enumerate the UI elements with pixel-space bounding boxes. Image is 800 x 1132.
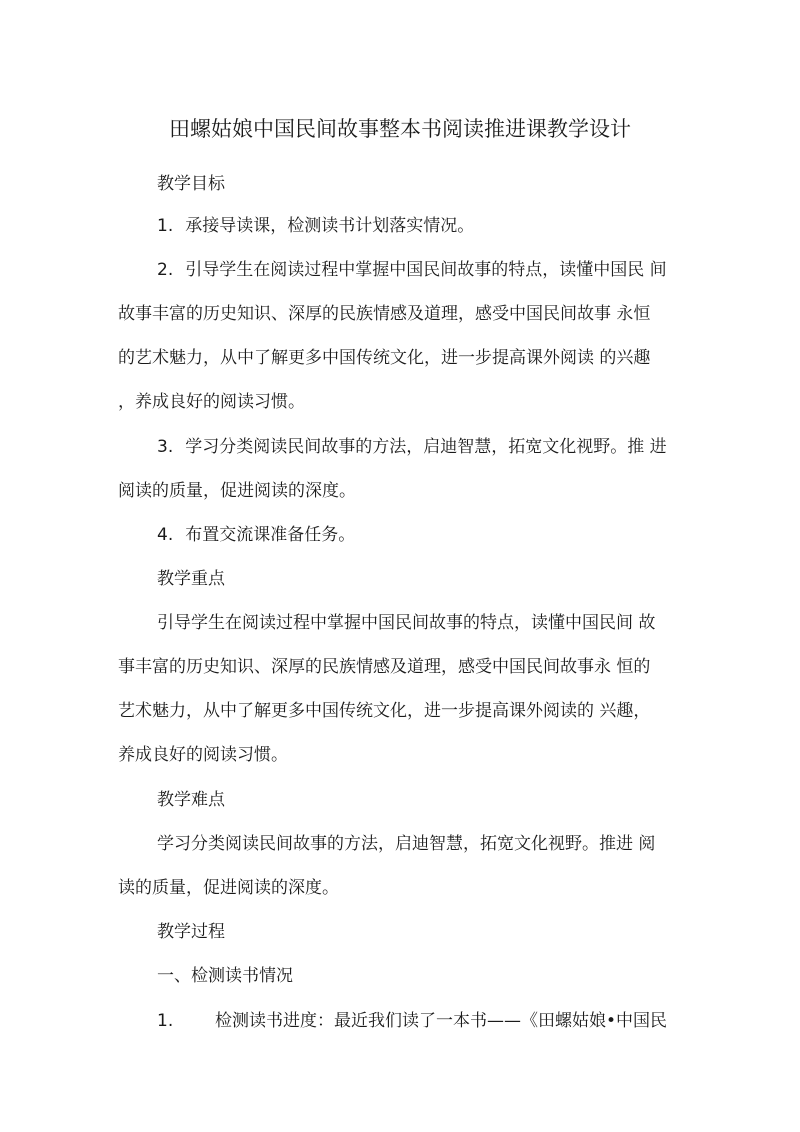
key-points-line-2: 事丰富的历史知识、深厚的民族情感及道理，感受中国民间故事永 恒的	[118, 657, 651, 677]
key-points-line-3: 艺术魅力，从中了解更多中国传统文化，进一步提高课外阅读的 兴趣，	[118, 701, 651, 721]
difficulty-line-2: 读的质量，促进阅读的深度。	[118, 878, 339, 898]
key-points-heading: 教学重点	[157, 569, 225, 589]
process-heading: 教学过程	[157, 922, 225, 942]
goal-2-line-2: 故事丰富的历史知识、深厚的民族情感及道理，感受中国民间故事 永恒	[118, 304, 651, 324]
process-subheading-1: 一、检测读书情况	[157, 966, 293, 986]
goal-4	[157, 522, 355, 548]
goal-4-number: 4.	[157, 525, 174, 545]
process-item-1	[157, 1008, 667, 1034]
key-points-line-4: 养成良好的阅读习惯。	[118, 745, 288, 765]
document-title: 田螺姑娘中国民间故事整本书阅读推进课教学设计	[169, 117, 631, 141]
process-item-1-number: 1.	[157, 1011, 174, 1031]
difficulty-line-1: 学习分类阅读民间故事的方法，启迪智慧，拓宽文化视野。推进 阅	[157, 834, 656, 854]
goal-3-number: 3.	[157, 437, 174, 457]
goal-3-line-1	[157, 434, 667, 460]
key-points-line-1: 引导学生在阅读过程中掌握中国民间故事的特点，读懂中国民间 故	[157, 613, 656, 633]
goal-1-text: 承接导读课，检测读书计划落实情况。	[185, 216, 475, 236]
goal-3-text-line-1: 学习分类阅读民间故事的方法，启迪智慧，拓宽文化视野。推 进	[185, 437, 667, 457]
goal-2-line-1	[157, 257, 667, 283]
goal-2-number: 2.	[157, 260, 174, 280]
goal-1	[157, 213, 474, 239]
goal-4-text: 布置交流课准备任务。	[185, 525, 356, 545]
difficulty-heading: 教学难点	[157, 790, 225, 810]
goal-2-line-3: 的艺术魅力，从中了解更多中国传统文化，进一步提高课外阅读 的兴趣	[118, 348, 651, 368]
goal-2-text-line-1: 引导学生在阅读过程中掌握中国民间故事的特点，读懂中国民 间	[185, 260, 667, 280]
goals-heading: 教学目标	[157, 174, 225, 194]
goal-2-line-4: ，养成良好的阅读习惯。	[118, 392, 305, 412]
goal-3-line-2: 阅读的质量，促进阅读的深度。	[118, 481, 356, 501]
process-item-1-text: 检测读书进度：最近我们读了一本书——《田螺姑娘•中国民	[215, 1011, 668, 1031]
goal-1-number: 1.	[157, 216, 174, 236]
